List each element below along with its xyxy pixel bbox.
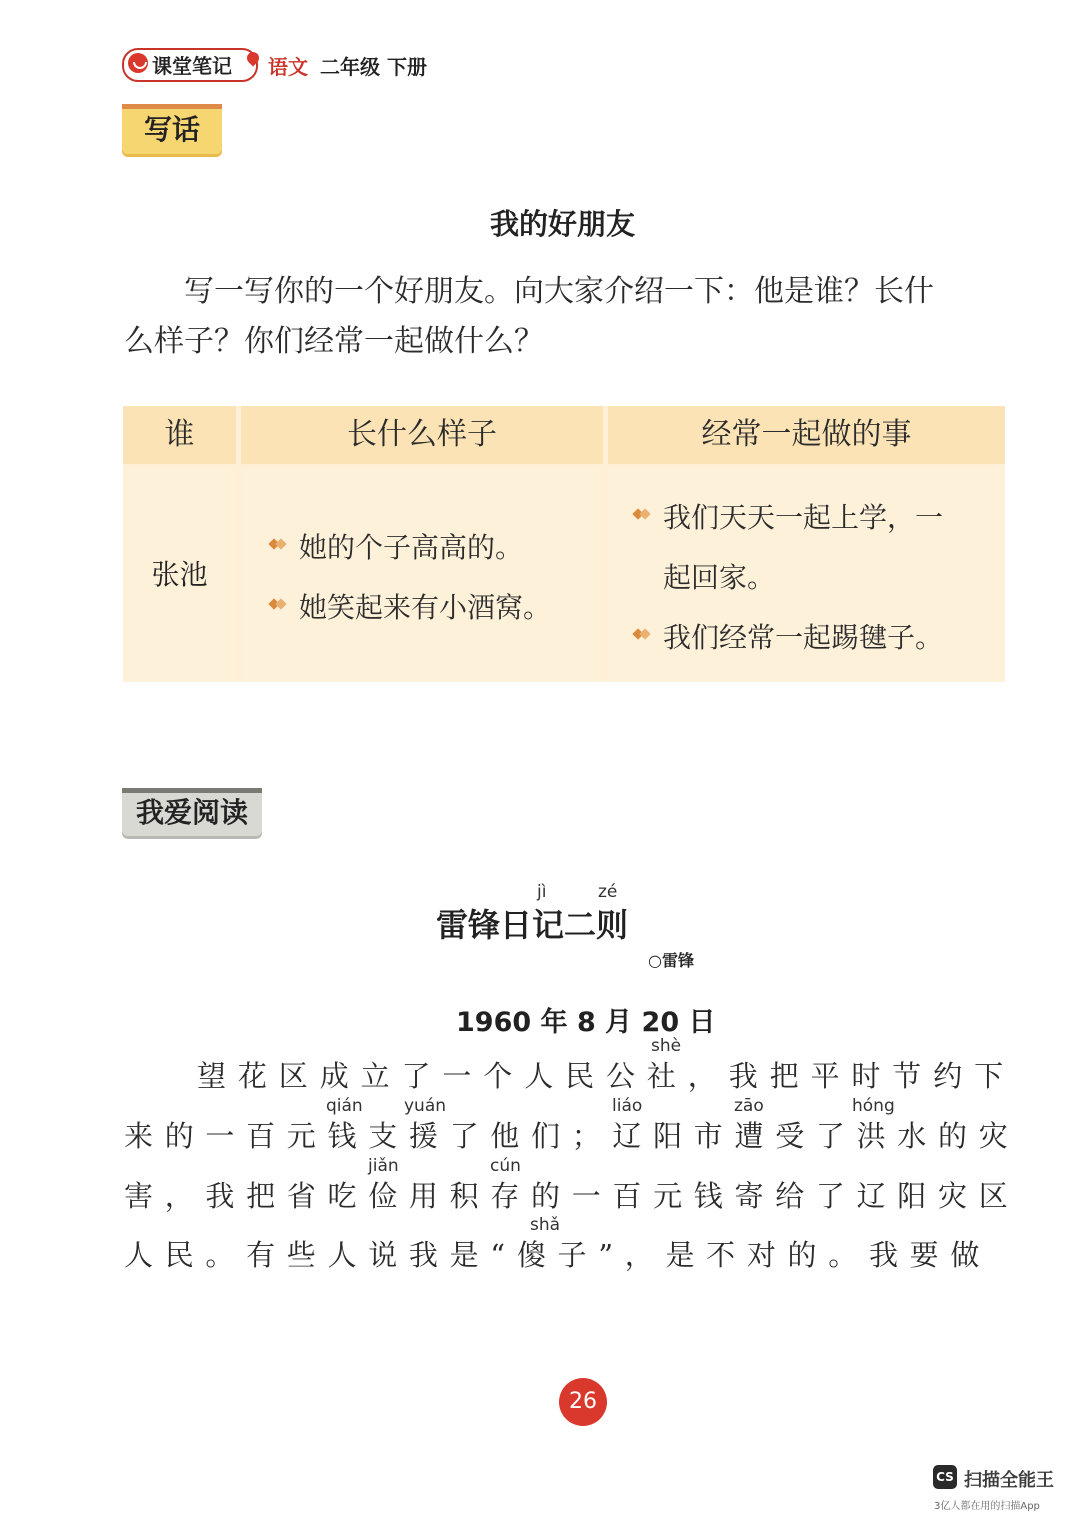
friend-name: 张池 — [151, 558, 208, 591]
activity-item: 我们天天一起上学，一 — [663, 501, 944, 534]
pinyin-hong: hóng — [852, 1096, 895, 1116]
writing-title: 我的好朋友 — [490, 207, 636, 241]
section-tag-reading: 我爱阅读 — [122, 788, 262, 836]
pinyin-zao: zāo — [734, 1096, 764, 1116]
pinyin-yuan: yuán — [404, 1096, 447, 1116]
pinyin-cun: cún — [490, 1156, 521, 1176]
looks-item: 她笑起来有小酒窝。 — [299, 591, 552, 624]
book-title: 课堂笔记 — [152, 54, 232, 78]
table-header-who: 谁 — [123, 406, 236, 464]
activity-item: 我们经常一起踢毽子。 — [663, 621, 944, 654]
scanner-logo-icon: CS — [933, 1465, 957, 1489]
pinyin-qian: qián — [326, 1096, 363, 1116]
activity-item-continued: 起回家。 — [663, 561, 776, 594]
author-label: ○雷锋 — [648, 951, 694, 970]
writing-prompt-line2: 么样子？你们经常一起做什么？ — [124, 324, 544, 359]
page-number: 26 — [559, 1378, 607, 1426]
smile-icon — [128, 53, 148, 73]
scanner-app-tagline: 3亿人都在用的扫描App — [934, 1501, 1040, 1512]
friend-table — [123, 406, 1005, 682]
pinyin-jian: jiǎn — [368, 1156, 399, 1176]
table-header-looks: 长什么样子 — [241, 406, 603, 464]
bullet-icon — [270, 540, 286, 550]
scanner-app-name: 扫描全能王 — [964, 1470, 1054, 1491]
bullet-icon — [270, 600, 286, 610]
subject-label: 语文 — [268, 55, 308, 79]
reading-line-2: 来的一百元钱支援了他们；辽阳市遭受了洪水的灾 — [124, 1119, 1020, 1153]
pinyin-ji: jì — [537, 882, 547, 902]
pinyin-sha: shǎ — [530, 1215, 561, 1235]
diary-date: 1960 年 8 月 20 日 — [456, 1007, 716, 1038]
grade-label: 二年级 下册 — [320, 55, 427, 79]
pinyin-she: shè — [651, 1036, 682, 1056]
bullet-icon — [634, 630, 650, 640]
table-header-activities: 经常一起做的事 — [608, 406, 1005, 464]
reading-line-4: 人民。有些人说我是“傻子”，是不对的。我要做 — [124, 1238, 992, 1272]
section-tag-writing: 写话 — [122, 104, 222, 154]
pinyin-ze: zé — [598, 882, 618, 902]
reading-line-1: 望花区成立了一个人民公社，我把平时节约下 — [197, 1059, 1016, 1093]
bullet-icon — [634, 510, 650, 520]
reading-title: 雷锋日记二则 — [436, 906, 629, 944]
reading-line-3: 害，我把省吃俭用积存的一百元钱寄给了辽阳灾区 — [124, 1179, 1020, 1213]
table-cell-looks — [241, 468, 603, 682]
writing-prompt-line1: 写一写你的一个好朋友。向大家介绍一下：他是谁？长什 — [184, 274, 934, 309]
looks-item: 她的个子高高的。 — [299, 531, 524, 564]
pinyin-liao: liáo — [612, 1096, 643, 1116]
